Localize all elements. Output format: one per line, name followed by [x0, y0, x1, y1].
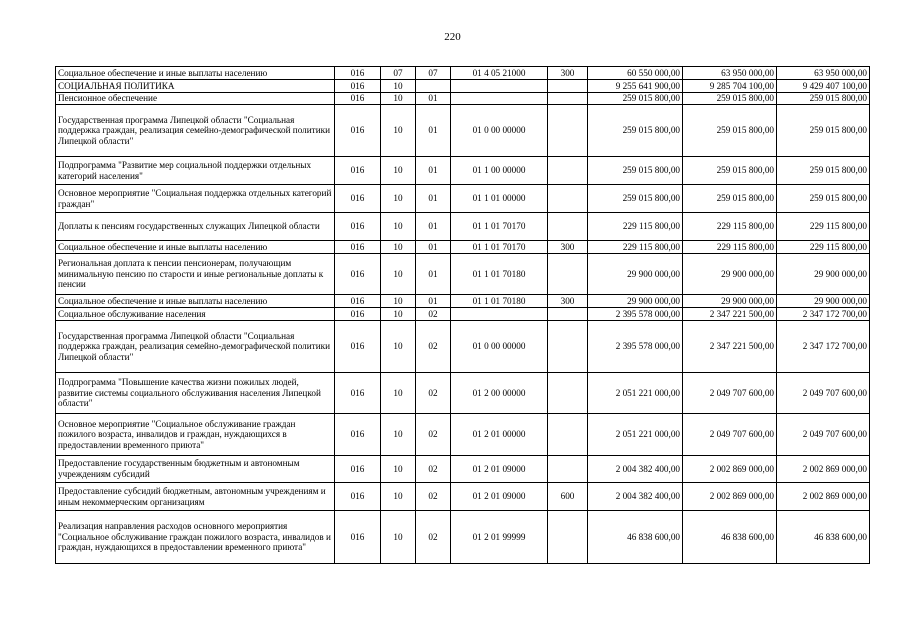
row-amount-3-cell: 2 347 172 700,00: [777, 308, 870, 321]
row-gr-cell: 016: [335, 157, 381, 185]
row-rz-cell: 10: [381, 185, 416, 213]
table-row: [56, 308, 870, 321]
row-pr-cell: 02: [416, 321, 451, 373]
row-vr-cell: 600: [548, 483, 588, 511]
row-pr-cell: 02: [416, 414, 451, 456]
row-vr-cell: 300: [548, 67, 588, 80]
row-vr-cell: [548, 105, 588, 157]
row-csr-cell: 01 1 01 70170: [451, 213, 548, 241]
row-amount-2-cell: 2 049 707 600,00: [683, 414, 777, 456]
row-amount-2-cell: 2 347 221 500,00: [683, 321, 777, 373]
row-vr-cell: [548, 321, 588, 373]
row-name-cell: Доплаты к пенсиям государственных служащих Липецкой области: [56, 213, 335, 241]
row-vr-cell: [548, 373, 588, 414]
table-row: [56, 80, 870, 93]
row-amount-2-cell: 259 015 800,00: [683, 157, 777, 185]
row-gr-cell: 016: [335, 483, 381, 511]
row-name-cell: Подпрограмма "Повышение качества жизни пожилых людей, развитие системы социального обслуживания населения Липецкой области": [56, 373, 335, 414]
row-amount-3-cell: 46 838 600,00: [777, 511, 870, 564]
table-row: [56, 254, 870, 295]
row-pr-cell: 02: [416, 483, 451, 511]
row-amount-3-cell: 9 429 407 100,00: [777, 80, 870, 93]
row-gr-cell: 016: [335, 185, 381, 213]
row-gr-cell: 016: [335, 213, 381, 241]
row-csr-cell: 01 0 00 00000: [451, 105, 548, 157]
row-gr-cell: 016: [335, 67, 381, 80]
row-amount-2-cell: 2 002 869 000,00: [683, 483, 777, 511]
row-csr-cell: [451, 93, 548, 105]
row-rz-cell: 10: [381, 254, 416, 295]
row-rz-cell: 10: [381, 105, 416, 157]
row-csr-cell: 01 1 01 00000: [451, 185, 548, 213]
row-amount-1-cell: 229 115 800,00: [588, 241, 683, 254]
row-amount-1-cell: 60 550 000,00: [588, 67, 683, 80]
table-row: [56, 373, 870, 414]
row-pr-cell: 01: [416, 254, 451, 295]
row-amount-1-cell: 2 395 578 000,00: [588, 321, 683, 373]
row-gr-cell: 016: [335, 241, 381, 254]
row-amount-3-cell: 2 002 869 000,00: [777, 483, 870, 511]
row-amount-1-cell: 229 115 800,00: [588, 213, 683, 241]
row-amount-2-cell: 46 838 600,00: [683, 511, 777, 564]
row-amount-1-cell: 2 004 382 400,00: [588, 456, 683, 483]
table-row: [56, 157, 870, 185]
row-amount-2-cell: 259 015 800,00: [683, 105, 777, 157]
row-gr-cell: 016: [335, 254, 381, 295]
row-csr-cell: 01 2 01 99999: [451, 511, 548, 564]
row-name-cell: Социальное обеспечение и иные выплаты населению: [56, 295, 335, 308]
table-body: [56, 67, 870, 564]
row-csr-cell: 01 2 01 00000: [451, 414, 548, 456]
row-csr-cell: [451, 80, 548, 93]
row-amount-2-cell: 9 285 704 100,00: [683, 80, 777, 93]
row-rz-cell: 10: [381, 414, 416, 456]
row-vr-cell: [548, 456, 588, 483]
row-amount-1-cell: 259 015 800,00: [588, 185, 683, 213]
row-pr-cell: 02: [416, 456, 451, 483]
row-amount-3-cell: 2 049 707 600,00: [777, 373, 870, 414]
row-pr-cell: 01: [416, 157, 451, 185]
row-amount-3-cell: 229 115 800,00: [777, 213, 870, 241]
row-csr-cell: 01 1 01 70180: [451, 254, 548, 295]
row-rz-cell: 10: [381, 157, 416, 185]
row-csr-cell: 01 1 01 70180: [451, 295, 548, 308]
row-amount-2-cell: 63 950 000,00: [683, 67, 777, 80]
row-gr-cell: 016: [335, 105, 381, 157]
row-rz-cell: 10: [381, 308, 416, 321]
row-amount-3-cell: 2 002 869 000,00: [777, 456, 870, 483]
row-rz-cell: 10: [381, 80, 416, 93]
row-rz-cell: 10: [381, 295, 416, 308]
row-csr-cell: 01 4 05 21000: [451, 67, 548, 80]
row-amount-3-cell: 259 015 800,00: [777, 157, 870, 185]
table-row: [56, 295, 870, 308]
budget-table: [55, 66, 870, 564]
row-pr-cell: 01: [416, 185, 451, 213]
row-csr-cell: 01 2 00 00000: [451, 373, 548, 414]
row-amount-3-cell: 259 015 800,00: [777, 93, 870, 105]
row-amount-1-cell: 2 051 221 000,00: [588, 373, 683, 414]
row-gr-cell: 016: [335, 93, 381, 105]
row-pr-cell: 01: [416, 295, 451, 308]
row-gr-cell: 016: [335, 414, 381, 456]
row-amount-1-cell: 259 015 800,00: [588, 105, 683, 157]
row-amount-1-cell: 259 015 800,00: [588, 157, 683, 185]
row-gr-cell: 016: [335, 80, 381, 93]
row-vr-cell: 300: [548, 295, 588, 308]
row-amount-2-cell: 229 115 800,00: [683, 241, 777, 254]
row-vr-cell: [548, 414, 588, 456]
row-vr-cell: [548, 80, 588, 93]
row-vr-cell: [548, 511, 588, 564]
table-row: [56, 483, 870, 511]
row-amount-2-cell: 259 015 800,00: [683, 93, 777, 105]
row-amount-3-cell: 259 015 800,00: [777, 105, 870, 157]
table-row: [56, 321, 870, 373]
row-amount-1-cell: 29 900 000,00: [588, 254, 683, 295]
row-vr-cell: [548, 254, 588, 295]
row-name-cell: Региональная доплата к пенсии пенсионерам, получающим минимальную пенсию по старости и иные региональные доплаты к пенсии: [56, 254, 335, 295]
row-gr-cell: 016: [335, 511, 381, 564]
row-csr-cell: 01 1 01 70170: [451, 241, 548, 254]
row-amount-3-cell: 29 900 000,00: [777, 254, 870, 295]
row-amount-2-cell: 259 015 800,00: [683, 185, 777, 213]
row-csr-cell: 01 1 00 00000: [451, 157, 548, 185]
row-amount-1-cell: 9 255 641 900,00: [588, 80, 683, 93]
row-amount-1-cell: 2 051 221 000,00: [588, 414, 683, 456]
row-rz-cell: 10: [381, 456, 416, 483]
row-vr-cell: [548, 213, 588, 241]
row-amount-2-cell: 2 002 869 000,00: [683, 456, 777, 483]
row-name-cell: Социальное обеспечение и иные выплаты населению: [56, 67, 335, 80]
row-amount-3-cell: 29 900 000,00: [777, 295, 870, 308]
row-vr-cell: [548, 308, 588, 321]
row-name-cell: Предоставление субсидий бюджетным, автономным учреждениям и иным некоммерческим организациям: [56, 483, 335, 511]
table-row: [56, 241, 870, 254]
row-name-cell: Государственная программа Липецкой области "Социальная поддержка граждан, реализация семейно-демографической политики Липецкой области": [56, 105, 335, 157]
row-name-cell: Подпрограмма "Развитие мер социальной поддержки отдельных категорий населения": [56, 157, 335, 185]
row-vr-cell: [548, 185, 588, 213]
row-amount-1-cell: 2 004 382 400,00: [588, 483, 683, 511]
table-row: [56, 105, 870, 157]
row-amount-3-cell: 63 950 000,00: [777, 67, 870, 80]
row-name-cell: Пенсионное обеспечение: [56, 93, 335, 105]
row-pr-cell: 01: [416, 93, 451, 105]
row-pr-cell: 01: [416, 241, 451, 254]
row-pr-cell: 07: [416, 67, 451, 80]
table-row: [56, 213, 870, 241]
row-amount-2-cell: 2 347 221 500,00: [683, 308, 777, 321]
table-row: [56, 67, 870, 80]
row-name-cell: Государственная программа Липецкой области "Социальная поддержка граждан, реализация семейно-демографической политики Липецкой области": [56, 321, 335, 373]
row-amount-1-cell: 259 015 800,00: [588, 93, 683, 105]
page-number: 220: [444, 31, 461, 43]
row-rz-cell: 07: [381, 67, 416, 80]
row-amount-2-cell: 29 900 000,00: [683, 254, 777, 295]
row-name-cell: Основное мероприятие "Социальная поддержка отдельных категорий граждан": [56, 185, 335, 213]
row-vr-cell: 300: [548, 241, 588, 254]
row-rz-cell: 10: [381, 93, 416, 105]
row-amount-3-cell: 2 347 172 700,00: [777, 321, 870, 373]
row-gr-cell: 016: [335, 295, 381, 308]
row-pr-cell: [416, 80, 451, 93]
row-rz-cell: 10: [381, 213, 416, 241]
table-row: [56, 93, 870, 105]
row-rz-cell: 10: [381, 511, 416, 564]
row-csr-cell: 01 2 01 09000: [451, 483, 548, 511]
row-amount-2-cell: 229 115 800,00: [683, 213, 777, 241]
row-pr-cell: 01: [416, 105, 451, 157]
row-amount-3-cell: 2 049 707 600,00: [777, 414, 870, 456]
row-pr-cell: 02: [416, 308, 451, 321]
table-row: [56, 456, 870, 483]
row-csr-cell: [451, 308, 548, 321]
row-rz-cell: 10: [381, 241, 416, 254]
row-gr-cell: 016: [335, 373, 381, 414]
row-name-cell: СОЦИАЛЬНАЯ ПОЛИТИКА: [56, 80, 335, 93]
row-csr-cell: 01 2 01 09000: [451, 456, 548, 483]
row-pr-cell: 02: [416, 373, 451, 414]
row-csr-cell: 01 0 00 00000: [451, 321, 548, 373]
row-pr-cell: 02: [416, 511, 451, 564]
row-amount-1-cell: 2 395 578 000,00: [588, 308, 683, 321]
row-name-cell: Предоставление государственным бюджетным и автономным учреждениям субсидий: [56, 456, 335, 483]
table-row: [56, 414, 870, 456]
row-name-cell: Социальное обслуживание населения: [56, 308, 335, 321]
table-row: [56, 185, 870, 213]
row-amount-1-cell: 29 900 000,00: [588, 295, 683, 308]
row-vr-cell: [548, 157, 588, 185]
row-amount-2-cell: 2 049 707 600,00: [683, 373, 777, 414]
row-pr-cell: 01: [416, 213, 451, 241]
row-gr-cell: 016: [335, 456, 381, 483]
row-amount-2-cell: 29 900 000,00: [683, 295, 777, 308]
row-gr-cell: 016: [335, 321, 381, 373]
row-rz-cell: 10: [381, 321, 416, 373]
row-rz-cell: 10: [381, 373, 416, 414]
row-rz-cell: 10: [381, 483, 416, 511]
row-name-cell: Социальное обеспечение и иные выплаты населению: [56, 241, 335, 254]
table-row: [56, 511, 870, 564]
row-name-cell: Основное мероприятие "Социальное обслуживание граждан пожилого возраста, инвалидов и граждан, нуждающихся в предоставлении временного приюта": [56, 414, 335, 456]
row-vr-cell: [548, 93, 588, 105]
row-amount-3-cell: 259 015 800,00: [777, 185, 870, 213]
row-amount-3-cell: 229 115 800,00: [777, 241, 870, 254]
row-gr-cell: 016: [335, 308, 381, 321]
row-name-cell: Реализация направления расходов основного мероприятия "Социальное обслуживание граждан пожилого возраста, инвалидов и граждан, нуждающихся в предоставлении временного приюта": [56, 511, 335, 564]
row-amount-1-cell: 46 838 600,00: [588, 511, 683, 564]
